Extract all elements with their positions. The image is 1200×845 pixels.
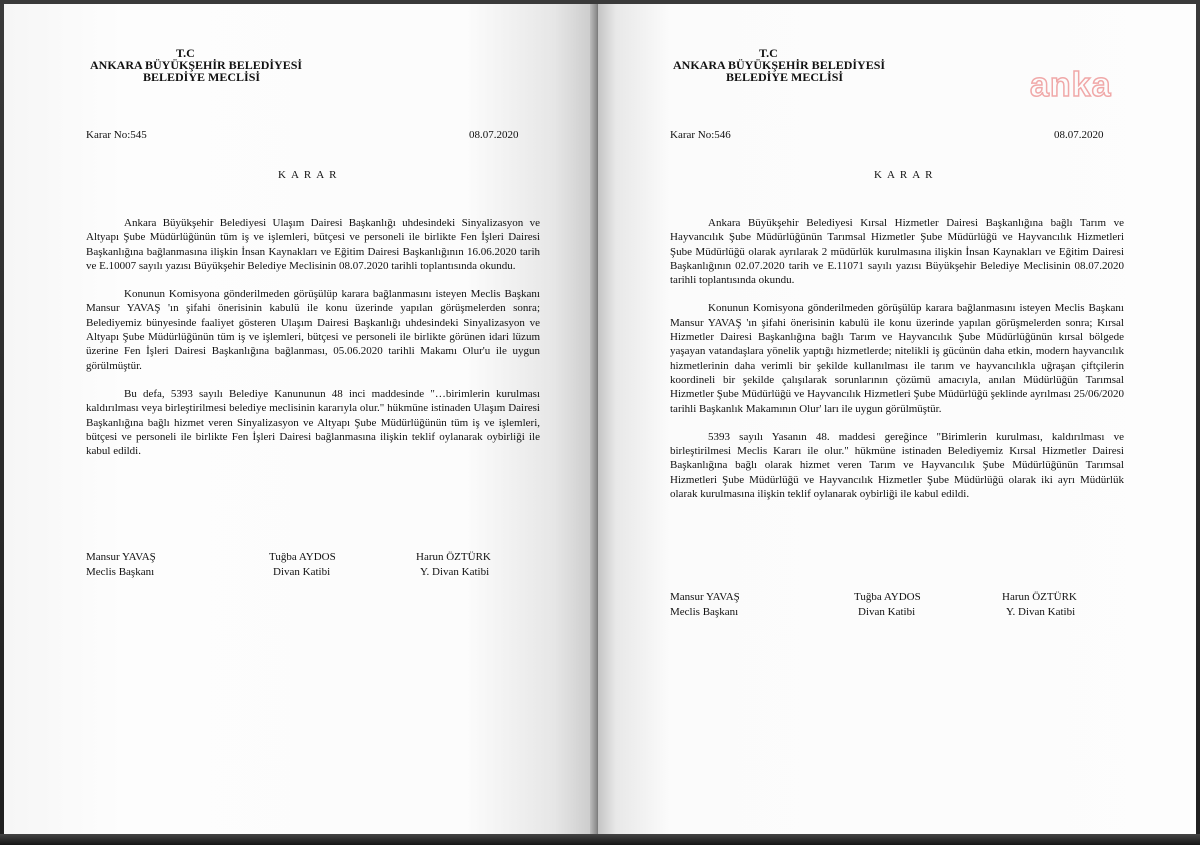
signatory-name: Harun ÖZTÜRK <box>416 551 491 563</box>
signatory-role: Y. Divan Katibi <box>1006 606 1076 618</box>
signatory-name: Mansur YAVAŞ <box>670 591 740 603</box>
left-page <box>4 4 596 836</box>
header-council: BELEDİYE MECLİSİ <box>726 70 844 84</box>
body-paragraph: Konunun Komisyona gönderilmeden görüşülüp karara bağlanmasını isteyen Meclis Başkanı Mansur YAVAŞ 'ın şifahi önerisinin kabulü ile konu üzerinde yapılan görüşmelerden sonra; Belediyemiz bünyesinde faaliyet gösteren Ulaşım Dairesi Başkanlığı uhdesindeki Sinyalizasyon ve Altyapı Şube Müdürlüğünün tüm iş ve işlemleri, bütçesi ve personeli ile birlikte görünen idari lüzum üzerine Fen İşleri Dairesi Başkanlığına bağlanması, 05.06.2020 tarihli Makamı Olur'u ile uygun görülmüştür. <box>86 288 540 372</box>
body-paragraph: 5393 sayılı Yasanın 48. maddesi gereğince "Birimlerin kurulması, kaldırılması ve birleştirilmesi Meclis Kararı ile olur." hükmüne istinaden Belediyemiz Kırsal Hizmetler Dairesi Başkanlığına bağlı olarak hizmet veren Tarım ve Hayvancılık Şube Müdürlüğünün Tarımsal Hizmetleri Şube Müdürlüğü ve Hayvancılık Hizmetler Şube Müdürlüğü olarak iki ayrı Müdürlük olarak kurulmasına ilişkin teklif oylanarak oybirliği ile kabul edildi. <box>670 430 1124 501</box>
header-municipality: ANKARA BÜYÜKŞEHİR BELEDİYESİ <box>673 58 886 72</box>
decision-number: Karar No:545 <box>86 129 147 141</box>
signature-block <box>854 590 921 620</box>
signature-block <box>416 550 491 580</box>
signatory-name: Harun ÖZTÜRK <box>1002 591 1077 603</box>
body-paragraph: Ankara Büyükşehir Belediyesi Kırsal Hizmetler Dairesi Başkanlığına bağlı Tarım ve Hayvancılık Şube Müdürlüğünün Tarımsal Hizmetler Şube Müdürlüğü ve Hayvancılık Hizmetleri Şube Müdürlüğü olarak ayrılarak 2 müdürlük kurulmasına ilişkin İnsan Kaynakları ve Eğitim Dairesi Başkanlığının 02.07.2020 tarih ve E.11071 sayılı yazısı Büyükşehir Belediye Meclisinin 08.07.2020 tarihli toplantısında okundu. <box>670 217 1124 287</box>
decision-body <box>670 216 1124 515</box>
signature-block <box>269 550 336 580</box>
signatory-role: Divan Katibi <box>858 606 916 618</box>
signatory-role: Y. Divan Katibi <box>420 566 490 578</box>
signatory-name: Tuğba AYDOS <box>269 551 336 563</box>
signature-block <box>1002 590 1077 620</box>
signature-block <box>86 550 156 580</box>
body-paragraph: Bu defa, 5393 sayılı Belediye Kanununun 48 inci maddesinde "…birimlerin kurulması kaldırılması veya birleştirilmesi belediye meclisinin kararıyla olur." hükmüne istinaden Ulaşım Dairesi Başkanlığına bağlı hizmet veren Sinyalizasyon ve Altyapı Şube Müdürlüğünün tüm iş ve işlemleri, bütçesi ve personeli ile birlikte Fen İşleri Dairesi bağlanmasına ilişkin teklif oylanarak oybirliği ile kabul edildi. <box>86 387 540 458</box>
decision-title: KARAR <box>278 169 342 181</box>
header-tc: T.C <box>759 46 778 60</box>
decision-body <box>86 216 540 472</box>
signatory-role: Divan Katibi <box>273 566 331 578</box>
header-tc: T.C <box>176 46 195 60</box>
anka-watermark-logo: anka <box>1030 66 1112 104</box>
right-page <box>598 4 1196 836</box>
signatory-role: Meclis Başkanı <box>670 606 739 618</box>
decision-number: Karar No:546 <box>670 129 731 141</box>
body-paragraph: Konunun Komisyona gönderilmeden görüşülüp karara bağlanmasını isteyen Meclis Başkanı Mansur YAVAŞ 'ın şifahi önerisinin kabulü ile konu üzerinde yapılan görüşmelerden sonra; Kırsal Hizmetler Dairesi Başkanlığına bağlı Tarım ve Hayvancılık Şube Müdürlüğünün kırsal bölgede yaşayan vatandaşlara yönelik yaptığı hizmetlerde; nitelikli iş gücünün daha etkin, modern hayvancılık hizmetlerinin daha verimli bir şekilde kullanılması ile tarım ve hayvancılıkla uğraşan çiftçilerin koordineli bir şekilde çalışılarak sorunlarının çözümü amacıyla, anılan Müdürlüğün Tarımsal Hizmetler Şube Müdürlüğü ve Hayvancılık Hizmetleri Şube Müdürlüğü şeklinde ayrılması 25/06/2020 tarihli Başkanlık Makamının Olur' ları ile uygun görülmüştür. <box>670 302 1124 415</box>
signatory-name: Mansur YAVAŞ <box>86 551 156 563</box>
header-council: BELEDİYE MECLİSİ <box>143 70 261 84</box>
decision-title: KARAR <box>874 169 938 181</box>
decision-date: 08.07.2020 <box>1054 129 1104 141</box>
decision-date: 08.07.2020 <box>469 129 519 141</box>
signature-block <box>670 590 740 620</box>
signatory-role: Meclis Başkanı <box>86 566 155 578</box>
header-municipality: ANKARA BÜYÜKŞEHİR BELEDİYESİ <box>90 58 303 72</box>
book-bottom-edge <box>0 834 1200 845</box>
body-paragraph: Ankara Büyükşehir Belediyesi Ulaşım Dairesi Başkanlığı uhdesindeki Sinyalizasyon ve Altyapı Şube Müdürlüğünün tüm iş ve işlemleri, bütçesi ve personeli ile birlikte Fen İşleri Dairesi Başkanlığına bağlanmasına ilişkin İnsan Kaynakları ve Eğitim Dairesi Başkanlığının 16.06.2020 tarih ve E.10007 sayılı yazısı Büyükşehir Belediye Meclisinin 08.07.2020 tarihli toplantısında okundu. <box>86 217 540 272</box>
signatory-name: Tuğba AYDOS <box>854 591 921 603</box>
